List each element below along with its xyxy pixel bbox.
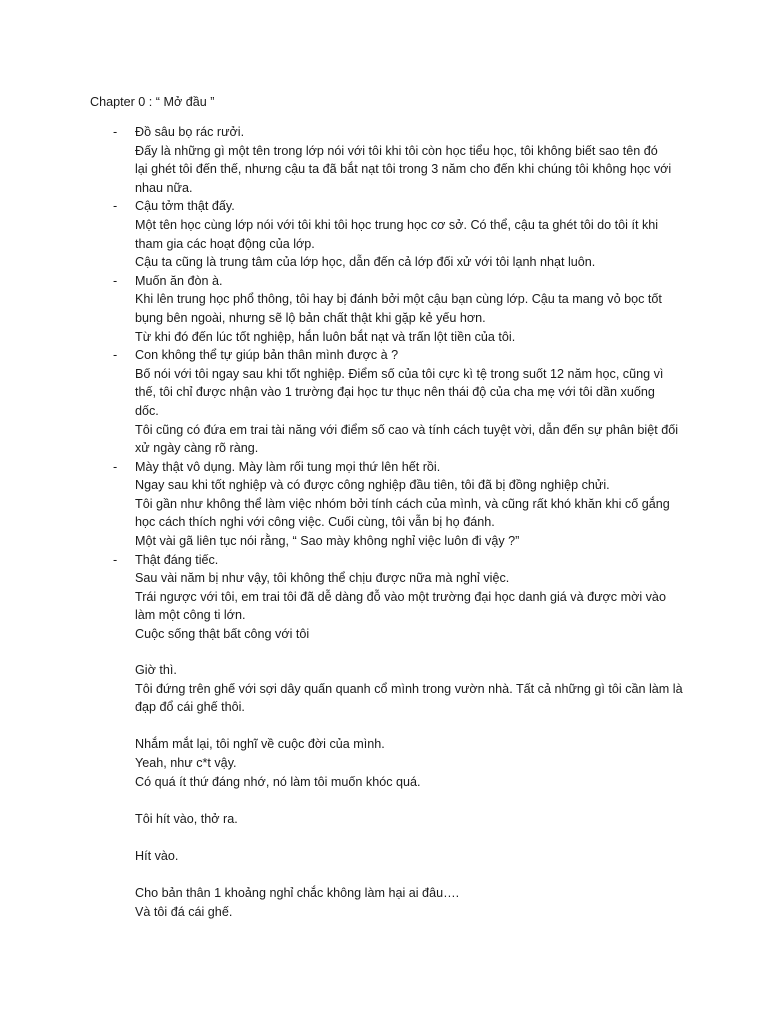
text-line: Cậu tởm thật đấy. [135, 199, 235, 214]
list-item [90, 272, 690, 346]
text-line: bụng bên ngoài, nhưng sẽ lộ bản chất thật khi gặp kẻ yếu hơn. [135, 310, 486, 325]
text-line: Cuộc sống thật bất công với tôi [135, 627, 310, 642]
text-line: Muốn ăn đòn à. [135, 273, 223, 288]
text-line: Cho bản thân 1 khoảng nghỉ chắc không làm hại ai đâu…. [135, 886, 460, 901]
text-line: làm một công ti lớn. [135, 608, 246, 623]
list-item-body [135, 458, 690, 551]
text-line: thế, tôi chỉ được nhận vào 1 trường đại học tư thục nên thái độ của cha mẹ với tôi dần xuống [135, 385, 655, 400]
bullet-marker: - [113, 273, 118, 288]
text-line: lại ghét tôi đến thế, nhưng cậu ta đã bắt nạt tôi trong 3 năm cho đến khi chúng tôi không học với [135, 162, 672, 177]
list-item-body [135, 123, 690, 197]
bullet-marker: - [113, 552, 118, 567]
bullet-marker: - [113, 348, 118, 363]
text-line: Một tên học cùng lớp nói với tôi khi tôi học trung học cơ sở. Có thể, cậu ta ghét tôi do tôi ít khi [135, 217, 659, 232]
text-line: xử ngày càng rõ ràng. [135, 441, 259, 456]
list-item [90, 197, 690, 271]
text-line: Và tôi đá cái ghế. [135, 904, 233, 919]
list-item-body [135, 551, 690, 644]
bullet-list [90, 123, 690, 644]
text-line: Khi lên trung học phổ thông, tôi hay bị đánh bởi một cậu bạn cùng lớp. Cậu ta mang vỏ bọc tốt [135, 292, 662, 307]
text-line: Con không thể tự giúp bản thân mình được à ? [135, 348, 399, 363]
text-line: Ngay sau khi tốt nghiệp và có được công nghiệp đầu tiên, tôi đã bị đồng nghiệp chửi. [135, 478, 610, 493]
paragraph [135, 661, 695, 717]
text-line: Một vài gã liên tục nói rằng, “ Sao mày không nghỉ việc luôn đi vậy ?” [135, 534, 520, 549]
text-line: học cách thích nghi với công việc. Cuối cùng, tôi vẫn bị họ đánh. [135, 515, 495, 530]
chapter-title: Chapter 0 : “ Mở đầu ” [90, 95, 215, 109]
text-line: Có quá ít thứ đáng nhớ, nó làm tôi muốn khóc quá. [135, 774, 421, 789]
text-line: dốc. [135, 403, 159, 418]
paragraph [135, 884, 695, 921]
list-item [90, 458, 690, 551]
paragraph [135, 735, 695, 791]
paragraph-spacer [135, 866, 695, 885]
paragraph-spacer [135, 717, 695, 736]
closing-text [135, 661, 695, 921]
bullet-marker: - [113, 199, 118, 214]
text-line: Tôi đứng trên ghế với sợi dây quấn quanh cổ mình trong vườn nhà. Tất cả những gì tôi cần làm là [135, 681, 683, 696]
text-line: Đấy là những gì một tên trong lớp nói với tôi khi tôi còn học tiểu học, tôi không biết sao tên đó [135, 143, 658, 158]
paragraph [135, 810, 695, 829]
text-line: Nhắm mắt lại, tôi nghĩ về cuộc đời của mình. [135, 737, 385, 752]
text-line: đạp đổ cái ghế thôi. [135, 700, 245, 715]
text-line: Tôi hít vào, thở ra. [135, 811, 238, 826]
list-item-body [135, 272, 690, 346]
paragraph-spacer [135, 791, 695, 810]
list-item [90, 346, 690, 458]
list-item-body [135, 197, 690, 271]
text-line: tham gia các hoạt động của lớp. [135, 236, 315, 251]
text-line: Thật đáng tiếc. [135, 552, 219, 567]
text-line: Từ khi đó đến lúc tốt nghiệp, hắn luôn bắt nạt và trấn lột tiền của tôi. [135, 329, 516, 344]
bullet-marker: - [113, 125, 118, 139]
bullet-marker: - [113, 459, 118, 474]
text-line: Tôi cũng có đứa em trai tài năng với điểm số cao và tính cách tuyệt vời, dẫn đến sự phân biệt đối [135, 422, 679, 437]
list-item-body [135, 346, 690, 458]
paragraph-spacer [135, 828, 695, 847]
text-line: Mày thật vô dụng. Mày làm rối tung mọi thứ lên hết rồi. [135, 459, 441, 474]
text-line: Tôi gần như không thể làm việc nhóm bởi tính cách của mình, và cũng rất khó khăn khi cố gắng [135, 496, 670, 511]
list-item [90, 123, 690, 197]
text-line: Đồ sâu bọ rác rưởi. [135, 125, 245, 139]
text-line: nhau nữa. [135, 180, 193, 195]
text-line: Sau vài năm bị như vậy, tôi không thể chịu được nữa mà nghỉ việc. [135, 571, 510, 586]
text-line: Yeah, như c*t vậy. [135, 755, 237, 770]
text-line: Giờ thì. [135, 663, 177, 677]
paragraph [135, 847, 695, 866]
text-line: Hít vào. [135, 848, 179, 863]
text-line: Cậu ta cũng là trung tâm của lớp học, dẫn đến cả lớp đối xử với tôi lạnh nhạt luôn. [135, 255, 596, 270]
list-item [90, 551, 690, 644]
text-line: Trái ngược với tôi, em trai tôi đã dễ dàng đỗ vào một trường đại học danh giá và được mời vào [135, 589, 666, 604]
text-line: Bố nói với tôi ngay sau khi tốt nghiệp. Điểm số của tôi cực kì tệ trong suốt 12 năm học, cũng vì [135, 366, 664, 381]
